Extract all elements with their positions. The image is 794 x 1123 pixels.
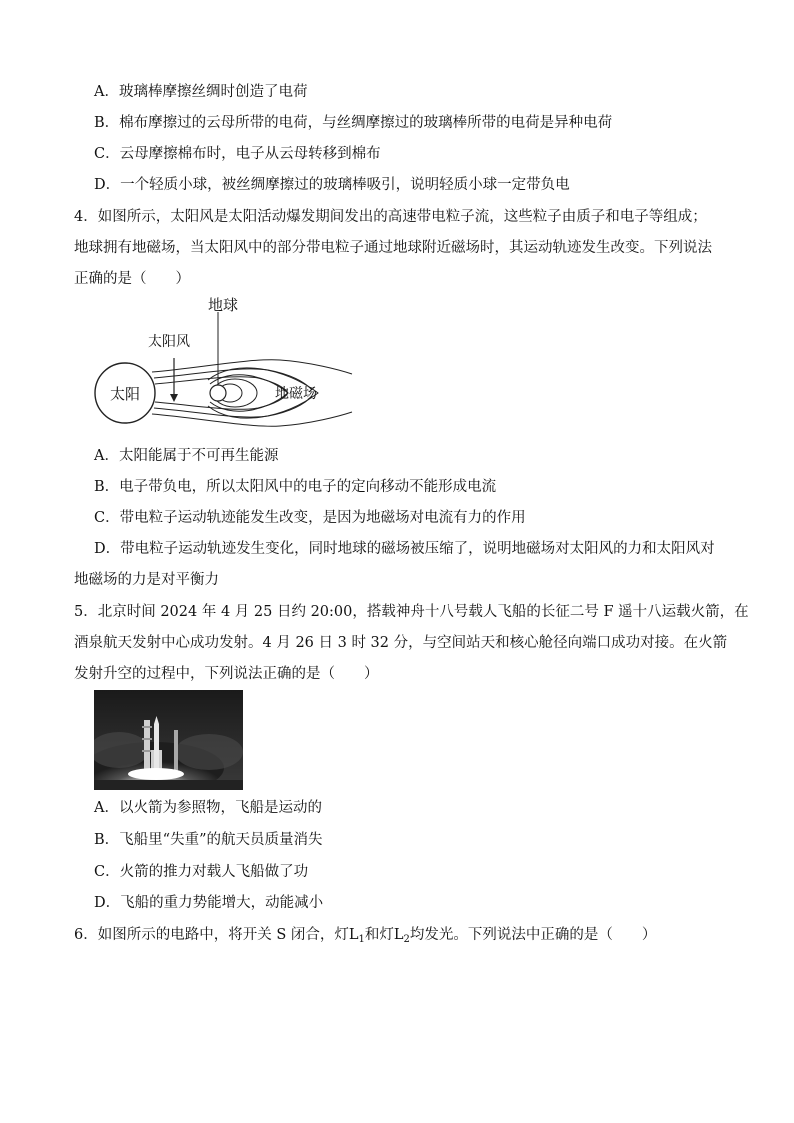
q4-option-d-continued: 地磁场的力是对平衡力	[74, 572, 219, 588]
solar-wind-figure	[90, 292, 370, 432]
q5-option-d: D．飞船的重力势能增大，动能减小	[94, 895, 324, 911]
magnetic-field-label: 地磁场	[275, 386, 317, 402]
solar-wind-label: 太阳风	[148, 334, 190, 350]
lamp-l2-subscript: 2	[403, 934, 410, 945]
q5-stem-line-3: 发射升空的过程中，下列说法正确的是（ ）	[74, 666, 379, 682]
q3-option-d: D．一个轻质小球，被丝绸摩擦过的玻璃棒吸引，说明轻质小球一定带负电	[94, 177, 570, 193]
q5-stem-line-1: 5．北京时间 2024 年 4 月 25 日约 20:00，搭载神舟十八号载人飞船的长征二号 F 遥十八运载火箭，在	[74, 604, 749, 620]
q4-option-b: B．电子带负电，所以太阳风中的电子的定向移动不能形成电流	[94, 479, 497, 495]
lamp-l1-symbol: L	[348, 927, 359, 943]
q6-stem-part-a: 6．如图所示的电路中，将开关 S 闭合，灯	[74, 927, 349, 943]
q4-option-a: A．太阳能属于不可再生能源	[94, 448, 279, 464]
q5-stem-line-2: 酒泉航天发射中心成功发射。4 月 26 日 3 时 32 分，与空间站天和核心舱径向端口成功对接。在火箭	[74, 635, 728, 651]
q4-option-d: D．带电粒子运动轨迹发生变化，同时地球的磁场被压缩了，说明地磁场对太阳风的力和太阳风对	[94, 541, 715, 557]
earth-label: 地球	[208, 296, 239, 314]
q3-option-b: B．棉布摩擦过的云母所带的电荷，与丝绸摩擦过的玻璃棒所带的电荷是异种电荷	[94, 115, 613, 131]
q6-stem-part-c: 均发光。下列说法中正确的是（ ）	[409, 927, 657, 943]
q5-option-b: B．飞船里“失重”的航天员质量消失	[94, 832, 323, 848]
q4-stem-line-3: 正确的是（ ）	[74, 271, 190, 287]
solar-wind-diagram	[90, 292, 370, 432]
q4-stem-line-1: 4．如图所示，太阳风是太阳活动爆发期间发出的高速带电粒子流，这些粒子由质子和电子等组成；	[74, 209, 707, 225]
q5-option-c: C．火箭的推力对载人飞船做了功	[94, 864, 309, 880]
earth-circle	[210, 385, 226, 401]
q3-option-c: C．云母摩擦棉布时，电子从云母转移到棉布	[94, 146, 381, 162]
sun-label: 太阳	[109, 385, 141, 403]
q3-option-a: A．玻璃棒摩擦丝绸时创造了电荷	[94, 84, 308, 100]
lamp-l1-subscript: 1	[358, 934, 365, 945]
q4-option-c: C．带电粒子运动轨迹能发生改变，是因为地磁场对电流有力的作用	[94, 510, 526, 526]
lamp-l2-symbol: L	[393, 927, 404, 943]
q6-stem	[74, 925, 656, 945]
q5-option-a: A．以火箭为参照物，飞船是运动的	[94, 800, 322, 816]
rocket-launch-photo	[94, 690, 243, 790]
q6-stem-part-b: 和灯	[364, 927, 394, 943]
q4-stem-line-2: 地球拥有地磁场，当太阳风中的部分带电粒子通过地球附近磁场时，其运动轨迹发生改变。下列说法	[74, 240, 712, 256]
